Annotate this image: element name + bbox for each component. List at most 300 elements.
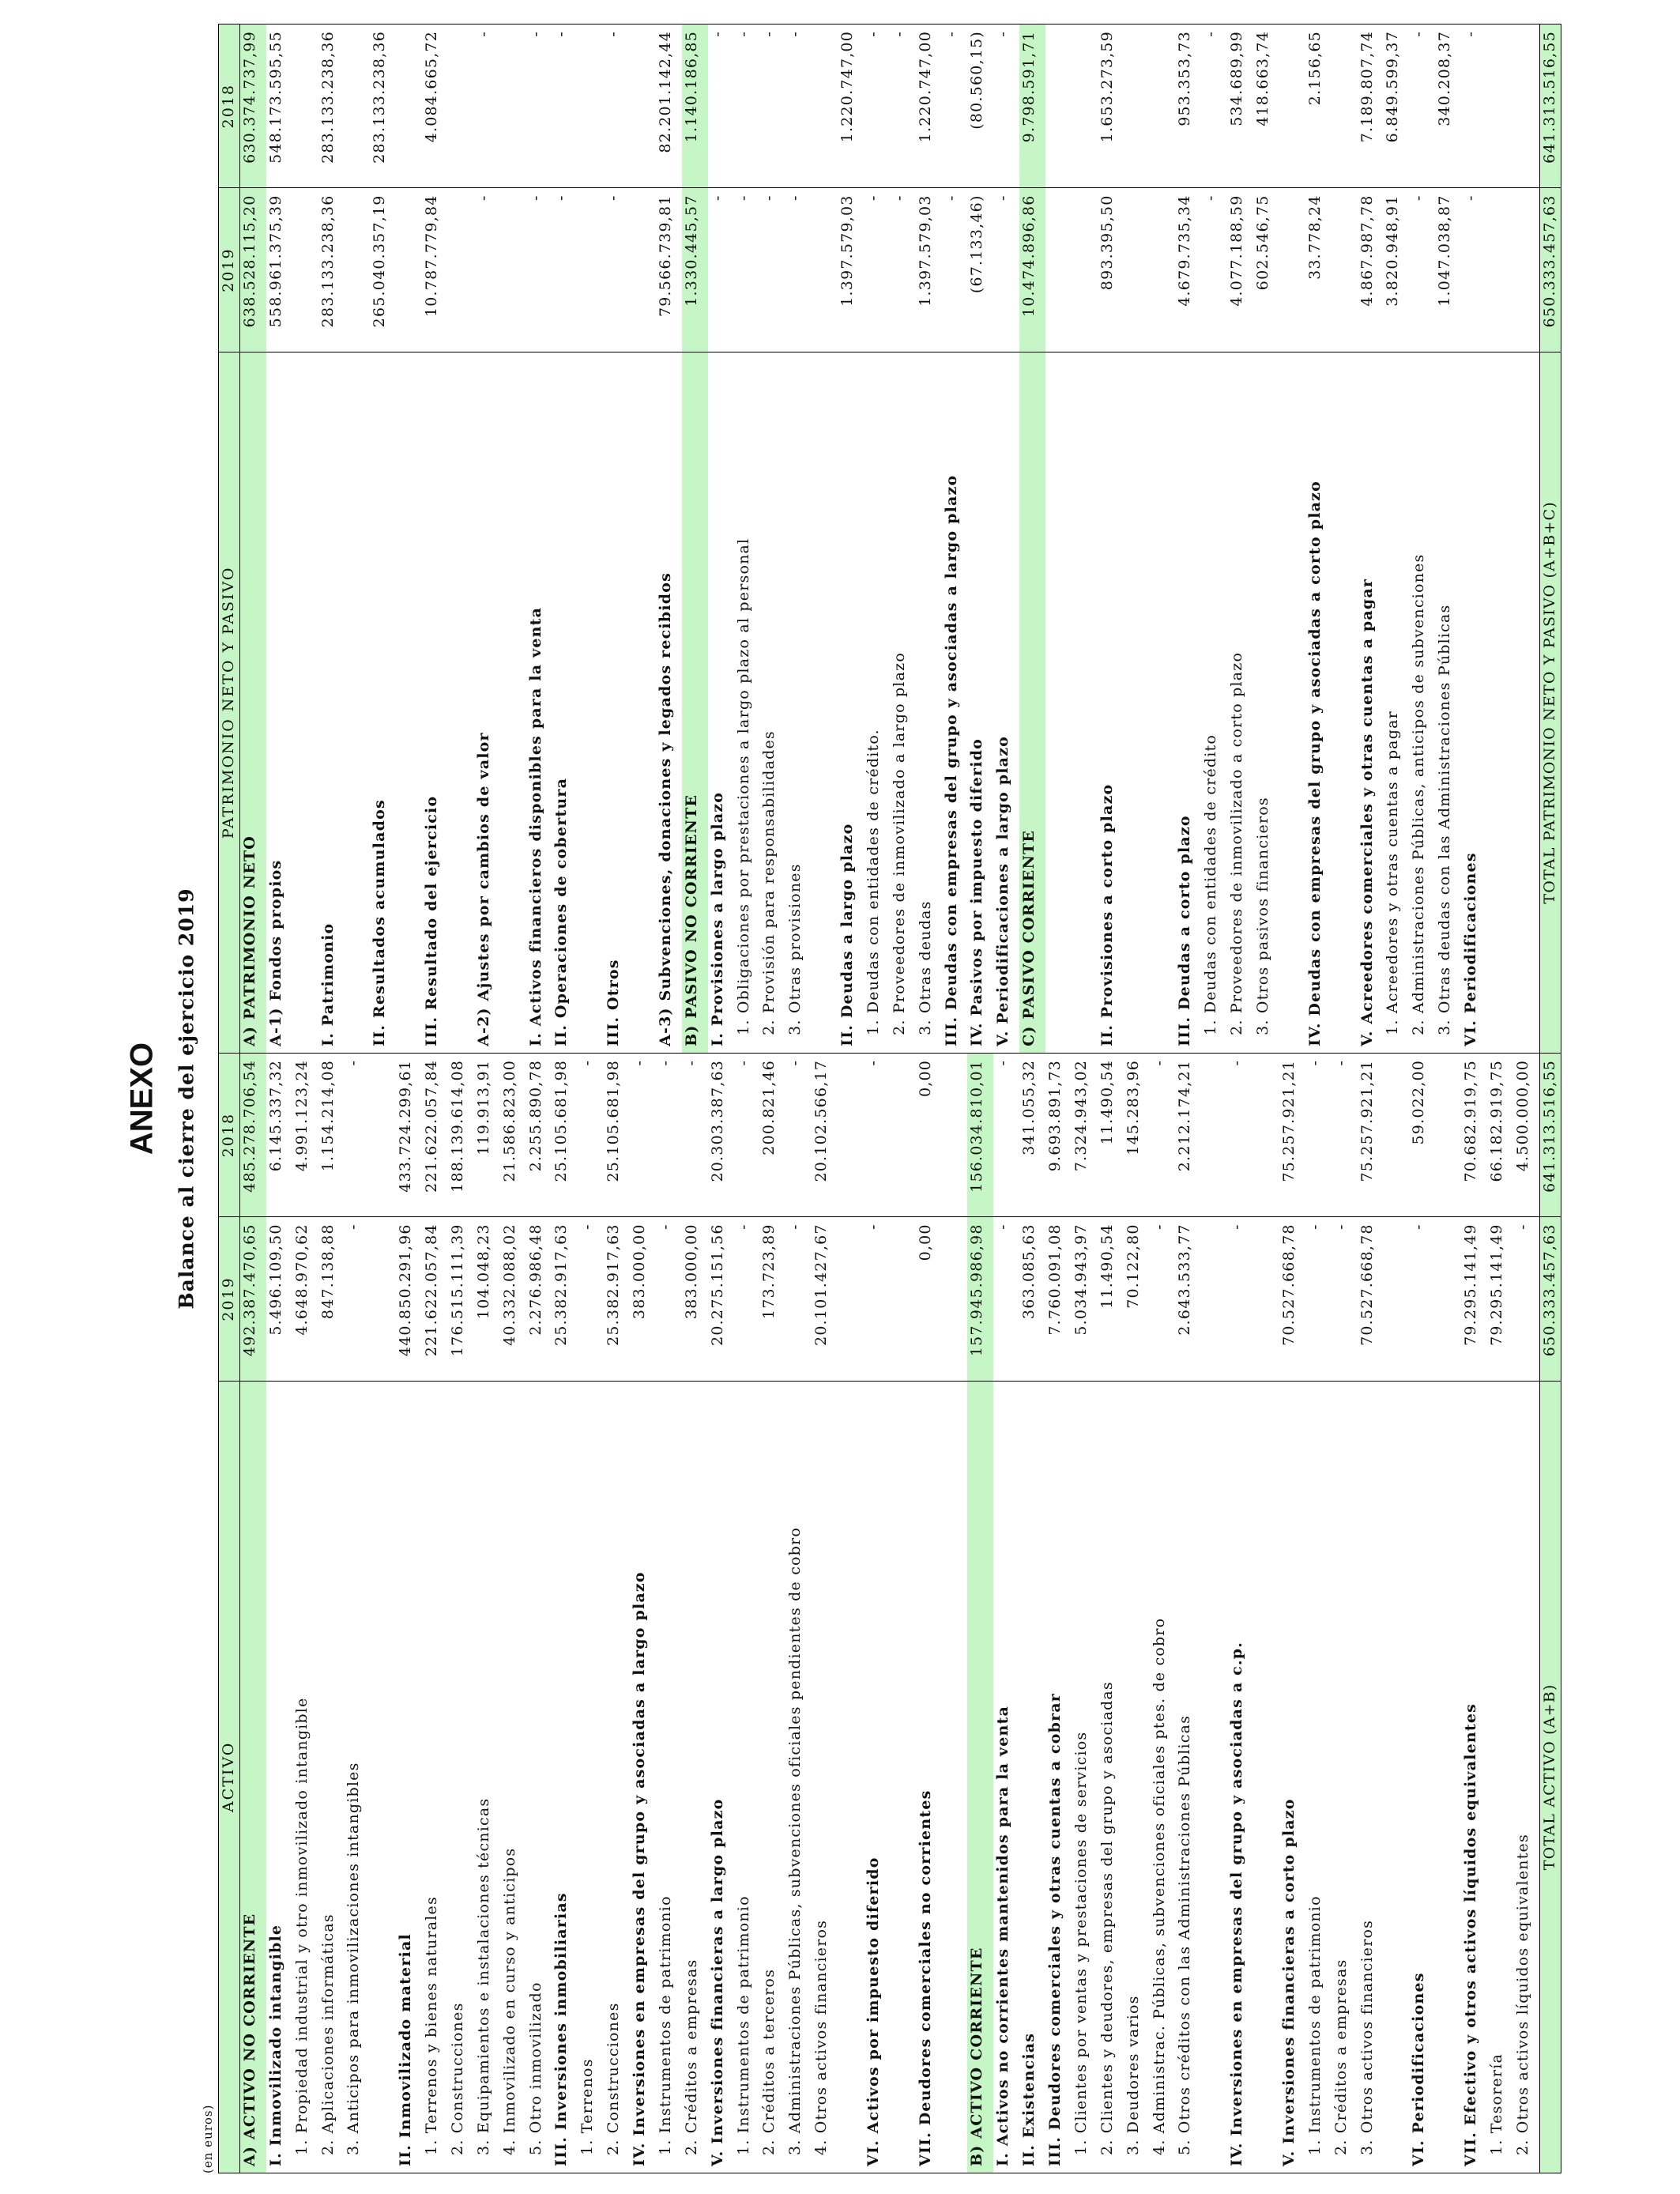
table-row [318,25,345,2173]
row-activo-label: 1. Propiedad industrial y otro inmovilizado intangible [292,1381,318,2173]
row-activo-2018: 11.490,54 [1098,1053,1124,1216]
row-activo-2018: 7.324.943,02 [1072,1053,1098,1216]
table-row [422,25,448,2173]
row-activo-label: V. Inversiones financieras a largo plazo [708,1381,734,2173]
row-pasivo-label [1332,352,1358,1053]
row-pasivo-2019: - [890,188,916,352]
row-activo-2019: 20.275.151,56 [708,1217,734,1381]
row-pasivo-2019: 1.397.579,03 [916,188,942,352]
row-activo-2018: - [734,1053,760,1216]
row-pasivo-2018 [630,25,656,188]
row-pasivo-2018: - [552,25,578,188]
row-activo-2018: - [682,1053,708,1216]
row-pasivo-label [1072,352,1098,1053]
row-pasivo-2018 [1072,25,1098,188]
row-activo-label: V. Inversiones financieras a corto plazo [1279,1381,1305,2173]
row-pasivo-label: 3. Otras deudas con las Administraciones Públicas [1435,352,1461,1053]
row-activo-label: 1. Clientes por ventas y prestaciones de servicios [1072,1381,1098,2173]
row-pasivo-label: 2. Provisión para responsabilidades [759,352,785,1053]
row-activo-2019: 492.387.470,65 [239,1217,266,1381]
row-pasivo-2019: - [708,188,734,352]
row-pasivo-2018: 1.140.186,85 [682,25,708,188]
row-pasivo-label: II. Operaciones de cobertura [552,352,578,1053]
row-activo-2018: 433.724.299,61 [396,1053,422,1216]
row-activo-2019: 2.276.986,48 [526,1217,552,1381]
row-activo-2019: 5.496.109,50 [266,1217,292,1381]
table-row [1227,25,1253,2173]
row-activo-label: 1. Terrenos y bienes naturales [422,1381,448,2173]
row-activo-label [1253,1381,1279,2173]
row-activo-2019: - [1227,1217,1253,1381]
row-pasivo-2018: - [474,25,500,188]
header-activo-2018: 2018 [219,1053,240,1216]
row-pasivo-2019: - [759,188,785,352]
row-activo-label: III. Deudores comerciales y otras cuentas a cobrar [1045,1381,1072,2173]
table-row [1279,25,1305,2173]
total-activo-label: TOTAL ACTIVO (A+B) [1540,1381,1561,2173]
row-pasivo-2018: (80.560,15) [967,25,993,188]
row-pasivo-2018 [1124,25,1150,188]
row-activo-label: IV. Inversiones en empresas del grupo y asociadas a largo plazo [630,1381,656,2173]
row-activo-2018: - [578,1053,604,1216]
table-body [239,25,1539,2173]
row-pasivo-label: I. Activos financieros disponibles para la venta [526,352,552,1053]
row-pasivo-label: II. Resultados acumulados [370,352,396,1053]
row-activo-label: 5. Otro inmovilizado [526,1381,552,2173]
row-activo-2019: 5.034.943,97 [1072,1217,1098,1381]
row-activo-2018 [890,1053,916,1216]
balance-table [218,24,1561,2173]
row-pasivo-2018: 4.084.665,72 [422,25,448,188]
total-activo-2018: 641.313.516,55 [1540,1053,1561,1216]
row-activo-label: 2. Otros activos líquidos equivalentes [1513,1381,1540,2173]
row-pasivo-label [500,352,526,1053]
row-pasivo-2018: 9.798.591,71 [1019,25,1045,188]
row-activo-2018: 59.022,00 [1409,1053,1435,1216]
row-pasivo-label: VI. Periodificaciones [1461,352,1487,1053]
page-title: ANEXO [124,1042,160,1155]
row-activo-label: 3. Administraciones Públicas, subvenciones oficiales pendientes de cobro [785,1381,812,2173]
row-pasivo-2018 [1279,25,1305,188]
row-pasivo-2019: 283.133.238,36 [318,188,345,352]
row-activo-2018: 485.278.706,54 [239,1053,266,1216]
row-activo-label: 1. Tesorería [1487,1381,1513,2173]
row-pasivo-2019: - [785,188,812,352]
table-row [239,25,266,2173]
row-pasivo-2018: - [1409,25,1435,188]
row-pasivo-2019: - [1201,188,1227,352]
row-pasivo-label: 3. Otras provisiones [785,352,812,1053]
row-activo-label: IV. Inversiones en empresas del grupo y asociadas a c.p. [1227,1381,1253,2173]
row-pasivo-2018: 1.653.273,59 [1098,25,1124,188]
header-pasivo: PATRIMONIO NETO Y PASIVO [219,352,240,1053]
row-activo-2019 [1201,1217,1227,1381]
row-pasivo-2018 [1513,25,1540,188]
total-pasivo-2018: 641.313.516,55 [1540,25,1561,188]
row-pasivo-2019: - [526,188,552,352]
row-pasivo-2018 [500,25,526,188]
row-pasivo-2019: - [942,188,968,352]
row-activo-2018 [942,1053,968,1216]
row-pasivo-label [448,352,474,1053]
header-pasivo-2019: 2019 [219,188,240,352]
row-pasivo-2018 [812,25,838,188]
row-pasivo-label: A) PATRIMONIO NETO [239,352,266,1053]
row-pasivo-2018: - [864,25,890,188]
row-activo-label: 2. Créditos a terceros [759,1381,785,2173]
table-row [916,25,942,2173]
row-pasivo-2018: 340.208,37 [1435,25,1461,188]
row-activo-2018: 119.913,91 [474,1053,500,1216]
row-activo-2018: 66.182.919,75 [1487,1053,1513,1216]
table-row [552,25,578,2173]
row-pasivo-label [1124,352,1150,1053]
row-pasivo-2018: - [942,25,968,188]
row-activo-2019 [1253,1217,1279,1381]
row-pasivo-label [396,352,422,1053]
table-row [1175,25,1201,2173]
table-row [682,25,708,2173]
row-pasivo-2018: 1.220.747,00 [916,25,942,188]
row-activo-label: 2. Clientes y deudores, empresas del grupo y asociadas [1098,1381,1124,2173]
row-pasivo-2019 [448,188,474,352]
row-pasivo-2018: 82.201.142,44 [656,25,682,188]
row-activo-label [890,1381,916,2173]
row-pasivo-2018 [1332,25,1358,188]
row-activo-2019: - [1332,1217,1358,1381]
row-pasivo-2018: - [1461,25,1487,188]
total-activo-2019: 650.333.457,63 [1540,1217,1561,1381]
row-pasivo-2018: - [526,25,552,188]
table-row [1305,25,1332,2173]
row-pasivo-2018: 2.156,65 [1305,25,1332,188]
header-pasivo-2018: 2018 [219,25,240,188]
row-pasivo-2019: - [1409,188,1435,352]
row-pasivo-2018: - [604,25,630,188]
row-activo-label: 3. Otros activos financieros [1358,1381,1384,2173]
row-pasivo-2018: 418.663,74 [1253,25,1279,188]
table-row [1098,25,1124,2173]
row-pasivo-2018: 1.220.747,00 [838,25,864,188]
row-pasivo-2019: 4.679.735,34 [1175,188,1201,352]
row-activo-2019: - [993,1217,1019,1381]
row-pasivo-label [630,352,656,1053]
row-activo-label: VI. Periodificaciones [1409,1381,1435,2173]
row-activo-2018: 75.257.921,21 [1358,1053,1384,1216]
row-activo-2018: 4.991.123,24 [292,1053,318,1216]
row-activo-2019 [1435,1217,1461,1381]
row-activo-2019 [1383,1217,1409,1381]
row-pasivo-label: V. Periodificaciones a largo plazo [993,352,1019,1053]
row-pasivo-2019 [1279,188,1305,352]
row-activo-2018: 21.586.823,00 [500,1053,526,1216]
row-pasivo-label: C) PASIVO CORRIENTE [1019,352,1045,1053]
row-activo-label [838,1381,864,2173]
row-activo-2018: 221.622.057,84 [422,1053,448,1216]
row-activo-2019: - [656,1217,682,1381]
row-activo-2018: - [785,1053,812,1216]
row-activo-label: 1. Instrumentos de patrimonio [734,1381,760,2173]
table-row [370,25,396,2173]
row-activo-2018: 20.102.566,17 [812,1053,838,1216]
table-row [993,25,1019,2173]
units-note: (en euros) [201,2104,215,2173]
row-pasivo-label: 2. Administraciones Públicas, anticipos de subvenciones [1409,352,1435,1053]
row-activo-2019: 11.490,54 [1098,1217,1124,1381]
row-pasivo-2019: - [864,188,890,352]
row-pasivo-label: I. Patrimonio [318,352,345,1053]
row-activo-2019: - [344,1217,370,1381]
table-row [838,25,864,2173]
row-activo-2019: - [578,1217,604,1381]
page-subtitle: Balance al cierre del ejercicio 2019 [175,888,198,1310]
row-activo-2018: 341.055,32 [1019,1053,1045,1216]
row-activo-2018: 1.154.214,08 [318,1053,345,1216]
row-pasivo-2019 [1150,188,1176,352]
row-activo-2018: - [864,1053,890,1216]
row-activo-2019: 847.138,88 [318,1217,345,1381]
row-pasivo-label: 1. Acreedores y otras cuentas a pagar [1383,352,1409,1053]
row-activo-2019: 173.723,89 [759,1217,785,1381]
table-row [1045,25,1072,2173]
row-pasivo-2019 [292,188,318,352]
row-pasivo-2018: 6.849.599,37 [1383,25,1409,188]
row-activo-label: 3. Deudores varios [1124,1381,1150,2173]
row-pasivo-2019 [578,188,604,352]
table-row [344,25,370,2173]
row-activo-2018: - [1305,1053,1332,1216]
row-pasivo-2019: 602.546,75 [1253,188,1279,352]
row-activo-2019: - [734,1217,760,1381]
row-pasivo-label: 2. Proveedores de inmovilizado a corto plazo [1227,352,1253,1053]
row-activo-label [1435,1381,1461,2173]
table-row [1253,25,1279,2173]
row-activo-2019: - [1409,1217,1435,1381]
row-activo-2019: 7.760.091,08 [1045,1217,1072,1381]
row-pasivo-2019: 4.867.987,78 [1358,188,1384,352]
row-pasivo-2019 [630,188,656,352]
row-activo-label: B) ACTIVO CORRIENTE [967,1381,993,2173]
row-pasivo-2019: - [604,188,630,352]
row-activo-2018: 145.283,96 [1124,1053,1150,1216]
row-activo-2019: 440.850.291,96 [396,1217,422,1381]
header-activo: ACTIVO [219,1381,240,2173]
row-activo-2018: 0,00 [916,1053,942,1216]
row-activo-2019: 104.048,23 [474,1217,500,1381]
table-row [500,25,526,2173]
table-row [734,25,760,2173]
row-pasivo-2018: - [759,25,785,188]
row-activo-2019: 70.122,80 [1124,1217,1150,1381]
row-activo-2018: 25.105.681,98 [604,1053,630,1216]
row-activo-2018 [1253,1053,1279,1216]
row-pasivo-2018: 534.689,99 [1227,25,1253,188]
row-activo-2019: - [1150,1217,1176,1381]
row-pasivo-2019: 638.528.115,20 [239,188,266,352]
row-activo-label: III. Inversiones inmobiliarias [552,1381,578,2173]
row-activo-2019: 2.643.533,77 [1175,1217,1201,1381]
row-activo-2019 [890,1217,916,1381]
row-pasivo-2019: 4.077.188,59 [1227,188,1253,352]
row-activo-2018: 200.821,46 [759,1053,785,1216]
row-activo-label: I. Inmovilizado intangible [266,1381,292,2173]
table-row [864,25,890,2173]
row-activo-label: 2. Créditos a empresas [1332,1381,1358,2173]
row-pasivo-2019 [1045,188,1072,352]
total-pasivo-label: TOTAL PATRIMONIO NETO Y PASIVO (A+B+C) [1540,352,1561,1053]
row-activo-2019: - [1305,1217,1332,1381]
row-pasivo-label [1045,352,1072,1053]
row-activo-2018: - [344,1053,370,1216]
row-activo-label: 2. Aplicaciones informáticas [318,1381,345,2173]
row-activo-label [942,1381,968,2173]
row-activo-label: 1. Instrumentos de patrimonio [1305,1381,1332,2173]
row-pasivo-label: V. Acreedores comerciales y otras cuentas a pagar [1358,352,1384,1053]
row-activo-2018: 6.145.337,32 [266,1053,292,1216]
row-pasivo-label: I. Provisiones a largo plazo [708,352,734,1053]
row-activo-label: VII. Deudores comerciales no corrientes [916,1381,942,2173]
row-pasivo-2019: - [734,188,760,352]
row-activo-2019: 20.101.427,67 [812,1217,838,1381]
total-pasivo-2019: 650.333.457,63 [1540,188,1561,352]
row-pasivo-2019: - [474,188,500,352]
row-activo-2019: 25.382.917,63 [552,1217,578,1381]
row-activo-2018: 156.034.810,01 [967,1053,993,1216]
row-activo-2018: 188.139.614,08 [448,1053,474,1216]
row-activo-label: 5. Otros créditos con las Administraciones Públicas [1175,1381,1201,2173]
table-row [526,25,552,2173]
row-pasivo-2018: - [993,25,1019,188]
row-activo-2018 [1383,1053,1409,1216]
row-pasivo-label: III. Resultado del ejercicio [422,352,448,1053]
row-pasivo-label: 2. Proveedores de inmovilizado a largo plazo [890,352,916,1053]
row-pasivo-label: A-3) Subvenciones, donaciones y legados recibidos [656,352,682,1053]
table-row [1019,25,1045,2173]
row-pasivo-2018: - [1201,25,1227,188]
row-activo-2019: 70.527.668,78 [1358,1217,1384,1381]
row-activo-2019: - [1513,1217,1540,1381]
table-row [1383,25,1409,2173]
table-row [1487,25,1513,2173]
row-activo-2019: 79.295.141,49 [1461,1217,1487,1381]
row-pasivo-label [292,352,318,1053]
row-activo-label: 4. Inmovilizado en curso y anticipos [500,1381,526,2173]
row-activo-2018: 2.255.890,78 [526,1053,552,1216]
row-activo-2018: 2.212.174,21 [1175,1053,1201,1216]
row-pasivo-2019: 265.040.357,19 [370,188,396,352]
row-activo-2018: - [1150,1053,1176,1216]
row-activo-label [370,1381,396,2173]
row-pasivo-2019 [1332,188,1358,352]
row-activo-2018: - [993,1053,1019,1216]
table-row [1409,25,1435,2173]
row-activo-label: 3. Anticipos para inmovilizaciones intangibles [344,1381,370,2173]
table-row [890,25,916,2173]
row-activo-2018 [1201,1053,1227,1216]
table-row [656,25,682,2173]
row-activo-label: 4. Administrac. Públicas, subvenciones oficiales ptes. de cobro [1150,1381,1176,2173]
row-pasivo-2019: 893.395,50 [1098,188,1124,352]
row-pasivo-label [1150,352,1176,1053]
row-pasivo-2018 [396,25,422,188]
row-pasivo-2018: 953.353,73 [1175,25,1201,188]
row-activo-2019: 157.945.986,98 [967,1217,993,1381]
table-row [1124,25,1150,2173]
row-activo-2019: 221.622.057,84 [422,1217,448,1381]
row-pasivo-2018 [1045,25,1072,188]
row-pasivo-2019 [812,188,838,352]
row-pasivo-2018 [1487,25,1513,188]
row-activo-2018: - [1227,1053,1253,1216]
row-pasivo-2018: 283.133.238,36 [318,25,345,188]
row-pasivo-2018: 548.173.595,55 [266,25,292,188]
row-activo-2019: 383.000,00 [682,1217,708,1381]
row-activo-2018 [370,1053,396,1216]
row-pasivo-2018: 7.189.807,74 [1358,25,1384,188]
table-row [759,25,785,2173]
row-activo-label [1383,1381,1409,2173]
row-pasivo-2019: - [552,188,578,352]
row-activo-label: 1. Instrumentos de patrimonio [656,1381,682,2173]
table-row [967,25,993,2173]
row-activo-2018: 25.105.681,98 [552,1053,578,1216]
row-pasivo-2019 [1513,188,1540,352]
table-row [578,25,604,2173]
row-pasivo-2019: 3.820.948,91 [1383,188,1409,352]
row-pasivo-label: II. Provisiones a corto plazo [1098,352,1124,1053]
row-pasivo-2018 [578,25,604,188]
row-activo-2019: 363.085,63 [1019,1217,1045,1381]
row-activo-2018: - [1332,1053,1358,1216]
row-pasivo-2018: - [785,25,812,188]
row-activo-2019: 0,00 [916,1217,942,1381]
header-activo-2019: 2019 [219,1217,240,1381]
row-pasivo-2018 [344,25,370,188]
row-pasivo-2019 [344,188,370,352]
row-activo-2019 [942,1217,968,1381]
table-row [448,25,474,2173]
row-pasivo-label: B) PASIVO NO CORRIENTE [682,352,708,1053]
table-row [785,25,812,2173]
row-activo-2018: - [630,1053,656,1216]
row-pasivo-label: 1. Deudas con entidades de crédito. [864,352,890,1053]
row-activo-2018: 9.693.891,73 [1045,1053,1072,1216]
row-pasivo-label: III. Otros [604,352,630,1053]
row-activo-label: I. Activos no corrientes mantenidos para la venta [993,1381,1019,2173]
row-pasivo-2019: 10.474.896,86 [1019,188,1045,352]
row-pasivo-label: III. Deudas con empresas del grupo y asociadas a largo plazo [942,352,968,1053]
row-activo-2019: 40.332.088,02 [500,1217,526,1381]
balance-sheet [201,24,1561,2173]
table-row [1435,25,1461,2173]
row-pasivo-2019: 79.566.739,81 [656,188,682,352]
table-row [1358,25,1384,2173]
row-pasivo-2019: 33.778,24 [1305,188,1332,352]
row-pasivo-2019: - [993,188,1019,352]
table-row [604,25,630,2173]
row-activo-2019: 70.527.668,78 [1279,1217,1305,1381]
row-activo-2019: 383.000,00 [630,1217,656,1381]
table-row [630,25,656,2173]
table-row [812,25,838,2173]
table-row [708,25,734,2173]
row-activo-label [1201,1381,1227,2173]
row-pasivo-label: 1. Deudas con entidades de crédito [1201,352,1227,1053]
row-pasivo-2019 [1072,188,1098,352]
row-activo-2018: 20.303.387,63 [708,1053,734,1216]
totals-row [1540,25,1561,2173]
row-pasivo-label: IV. Deudas con empresas del grupo y asociadas a corto plazo [1305,352,1332,1053]
